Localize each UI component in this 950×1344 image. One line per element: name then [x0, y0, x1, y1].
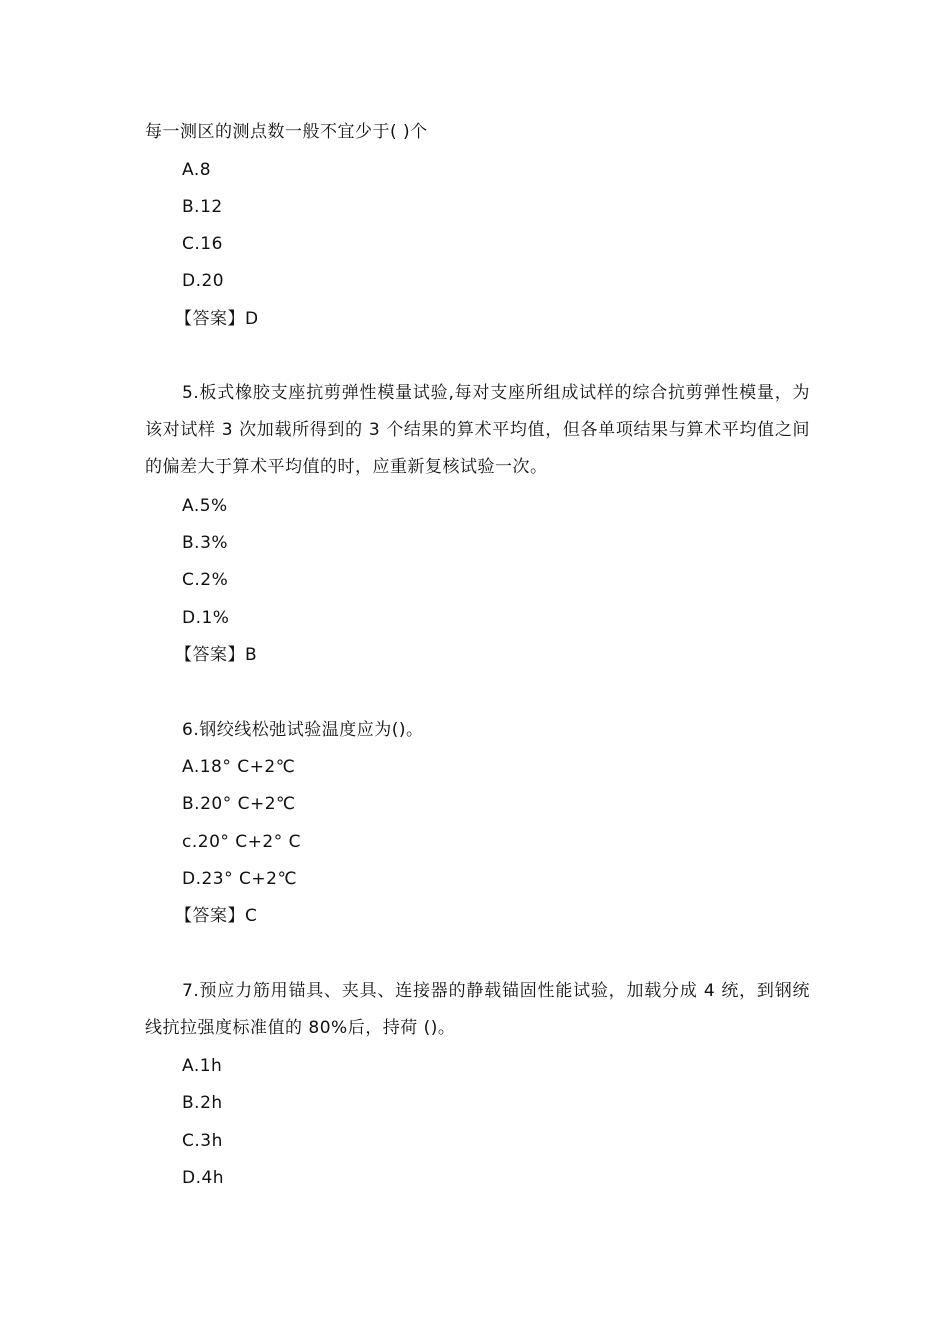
question-5-answer: 【答案】B — [175, 645, 258, 665]
question-6-option-c: c.20° C+2° C — [182, 832, 301, 852]
question-6-option-d: D.23° C+2℃ — [182, 869, 298, 889]
question-4-stem: 每一测区的测点数一般不宜少于( )个 — [145, 122, 428, 142]
question-4-answer: 【答案】D — [175, 309, 259, 329]
question-5-option-c: C.2% — [182, 570, 229, 590]
question-4-option-c: C.16 — [182, 234, 223, 254]
question-5-option-b: B.3% — [182, 533, 229, 553]
question-4-option-d: D.20 — [182, 271, 225, 291]
question-5-option-a: A.5% — [182, 496, 228, 516]
question-7-stem: 7.预应力筋用锚具、夹具、连接器的静载锚固性能试验，加载分成 4 统，到钢统线抗拉强度标准值的 80%后，持荷 ()。 — [145, 981, 810, 1038]
question-7-option-b: B.2h — [182, 1093, 223, 1113]
question-7-option-d: D.4h — [182, 1168, 225, 1188]
question-5-stem: 5.板式橡胶支座抗剪弹性模量试验,每对支座所组成试样的综合抗剪弹性模量，为该对试样 3 次加载所得到的 3 个结果的算术平均值，但各单项结果与算术平均值之间的偏差大于算术平均值的时，应重新复核试验一次。 — [145, 383, 810, 477]
question-6-option-a: A.18° C+2℃ — [182, 757, 296, 777]
question-4-option-a: A.8 — [182, 160, 212, 180]
question-5-option-d: D.1% — [182, 608, 230, 628]
question-7-option-c: C.3h — [182, 1131, 223, 1151]
question-4-option-b: B.12 — [182, 197, 223, 217]
question-6-stem: 6.钢绞线松弛试验温度应为()。 — [182, 720, 424, 740]
question-6-option-b: B.20° C+2℃ — [182, 794, 296, 814]
question-6-answer: 【答案】C — [175, 906, 258, 926]
question-7-option-a: A.1h — [182, 1056, 223, 1076]
